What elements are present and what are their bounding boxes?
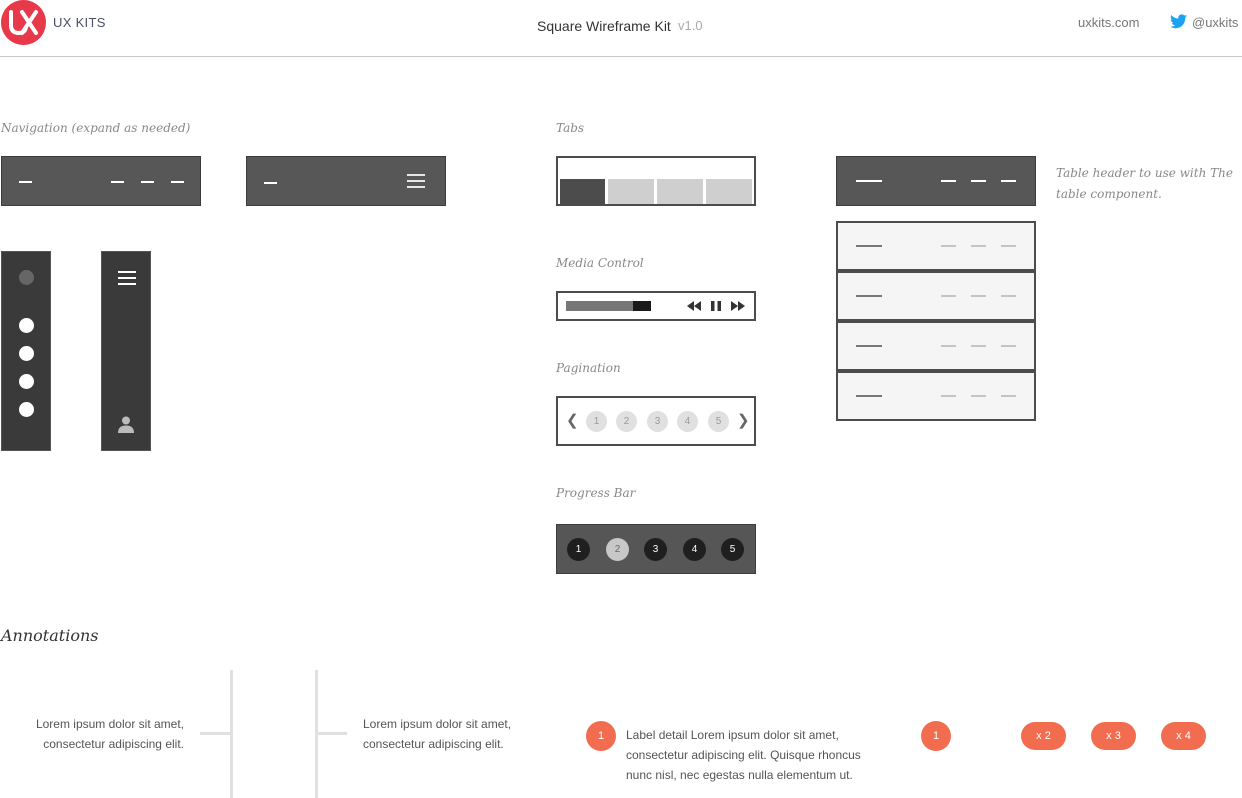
annotation-connector-line: [317, 732, 347, 735]
row-cell-dash: [941, 245, 956, 247]
annotation-connector-line: [200, 732, 232, 735]
brand-name[interactable]: UX KITS: [53, 15, 106, 30]
horizontal-nav-bar-links[interactable]: [1, 156, 201, 206]
row-cell-dash: [1001, 245, 1016, 247]
header-cell-dash: [971, 180, 986, 182]
row-cell-dash: [856, 345, 882, 347]
progress-step-active[interactable]: 2: [606, 538, 629, 561]
nav-link-dash[interactable]: [171, 181, 184, 183]
twitter-handle-link[interactable]: @uxkits: [1192, 15, 1239, 30]
twitter-bird-icon[interactable]: [1170, 14, 1187, 34]
annotation-multiplier-badge[interactable]: x 4: [1161, 722, 1206, 750]
tabs-component: [556, 156, 756, 206]
media-progress-played[interactable]: [566, 301, 633, 311]
ux-logo-icon[interactable]: [1, 0, 46, 45]
header-cell-dash: [856, 180, 882, 182]
nav-logo-dash[interactable]: [19, 181, 32, 183]
tab-3[interactable]: [657, 179, 703, 204]
hamburger-menu-icon-bar: [118, 277, 136, 279]
row-cell-dash: [941, 295, 956, 297]
annotation-number-badge[interactable]: 1: [921, 721, 951, 751]
label-detail-line: consectetur adipiscing elit. Quisque rhoncus: [626, 748, 861, 762]
annotation-left-text: [14, 714, 184, 754]
table-header-note: Table header to use with The table component.: [1056, 166, 1233, 201]
vertical-nav-menu[interactable]: [101, 251, 151, 451]
annotation-bracket-line: [230, 670, 233, 798]
nav-logo-dash[interactable]: [264, 182, 277, 184]
label-detail-line: Label detail Lorem ipsum dolor sit amet,: [626, 728, 839, 742]
horizontal-nav-bar-hamburger[interactable]: [246, 156, 446, 206]
table-row[interactable]: [836, 321, 1036, 371]
nav-link-dash[interactable]: [141, 181, 154, 183]
nav-dot-inactive[interactable]: [19, 270, 34, 285]
progress-step[interactable]: 3: [644, 538, 667, 561]
annotation-multiplier-badge[interactable]: x 2: [1021, 722, 1066, 750]
nav-dot[interactable]: [19, 346, 34, 361]
table-row[interactable]: [836, 371, 1036, 421]
page-number[interactable]: 4: [677, 411, 698, 432]
hamburger-menu-icon-bar: [118, 283, 136, 285]
pagination-section-label: Pagination: [556, 361, 621, 375]
annotation-multiplier-badge[interactable]: x 3: [1091, 722, 1136, 750]
page-title: Square Wireframe Kit: [537, 18, 671, 34]
table-row[interactable]: [836, 271, 1036, 321]
progress-step[interactable]: 5: [721, 538, 744, 561]
label-detail-line: nunc nisl, nec egestas nulla elementum ut.: [626, 768, 853, 782]
annotation-right-line: Lorem ipsum dolor sit amet,: [363, 717, 512, 731]
row-cell-dash: [1001, 295, 1016, 297]
page-number[interactable]: 5: [708, 411, 729, 432]
user-avatar-icon[interactable]: [117, 415, 135, 433]
nav-dot[interactable]: [19, 318, 34, 333]
header-cell-dash: [941, 180, 956, 182]
annotation-number-badge[interactable]: 1: [586, 721, 616, 751]
tab-4[interactable]: [706, 179, 752, 204]
page-number[interactable]: 1: [586, 411, 607, 432]
version-label: v1.0: [678, 18, 703, 33]
vertical-nav-dots[interactable]: [1, 251, 51, 451]
nav-link-dash[interactable]: [111, 181, 124, 183]
row-cell-dash: [856, 245, 882, 247]
fast-forward-icon[interactable]: [731, 301, 745, 311]
media-control: [556, 291, 756, 321]
row-cell-dash: [971, 395, 986, 397]
row-cell-dash: [941, 345, 956, 347]
row-cell-dash: [941, 395, 956, 397]
progress-step[interactable]: 4: [683, 538, 706, 561]
pagination-component: [556, 396, 756, 446]
progress-step[interactable]: 1: [567, 538, 590, 561]
row-cell-dash: [971, 245, 986, 247]
navigation-section-label: Navigation (expand as needed): [1, 121, 191, 135]
rewind-icon[interactable]: [687, 301, 701, 311]
row-cell-dash: [1001, 345, 1016, 347]
row-cell-dash: [856, 295, 882, 297]
page-number[interactable]: 3: [647, 411, 668, 432]
annotation-right-line: consectetur adipiscing elit.: [363, 737, 504, 751]
hamburger-menu-icon-bar: [407, 180, 425, 182]
media-control-section-label: Media Control: [556, 256, 644, 270]
annotations-title: Annotations: [1, 626, 99, 645]
page-number[interactable]: 2: [616, 411, 637, 432]
annotation-left-line: Lorem ipsum dolor sit amet,: [35, 717, 184, 731]
progress-bar-section-label: Progress Bar: [556, 486, 636, 500]
progress-steps: [556, 524, 756, 574]
media-progress-handle[interactable]: [633, 301, 651, 311]
next-page-chevron-icon[interactable]: ❯: [737, 412, 750, 429]
site-link[interactable]: uxkits.com: [1078, 15, 1140, 30]
hamburger-menu-icon[interactable]: [118, 271, 136, 273]
table-row[interactable]: [836, 221, 1036, 271]
pause-icon[interactable]: [711, 301, 721, 311]
header-cell-dash: [1001, 180, 1016, 182]
prev-page-chevron-icon[interactable]: ❮: [566, 412, 579, 429]
nav-dot[interactable]: [19, 374, 34, 389]
tab-2[interactable]: [608, 179, 654, 204]
row-cell-dash: [1001, 395, 1016, 397]
annotation-label-detail: [626, 725, 896, 785]
hamburger-menu-icon-bar: [407, 186, 425, 188]
row-cell-dash: [971, 295, 986, 297]
nav-dot[interactable]: [19, 402, 34, 417]
tab-1-active[interactable]: [560, 179, 605, 204]
annotation-right-text: [363, 714, 543, 754]
tabs-section-label: Tabs: [556, 121, 585, 135]
row-cell-dash: [856, 395, 882, 397]
hamburger-menu-icon[interactable]: [407, 174, 425, 176]
annotation-left-line: consectetur adipiscing elit.: [43, 737, 184, 751]
row-cell-dash: [971, 345, 986, 347]
ux-logo-mark-icon: [1, 0, 46, 45]
table-header: [836, 156, 1036, 206]
